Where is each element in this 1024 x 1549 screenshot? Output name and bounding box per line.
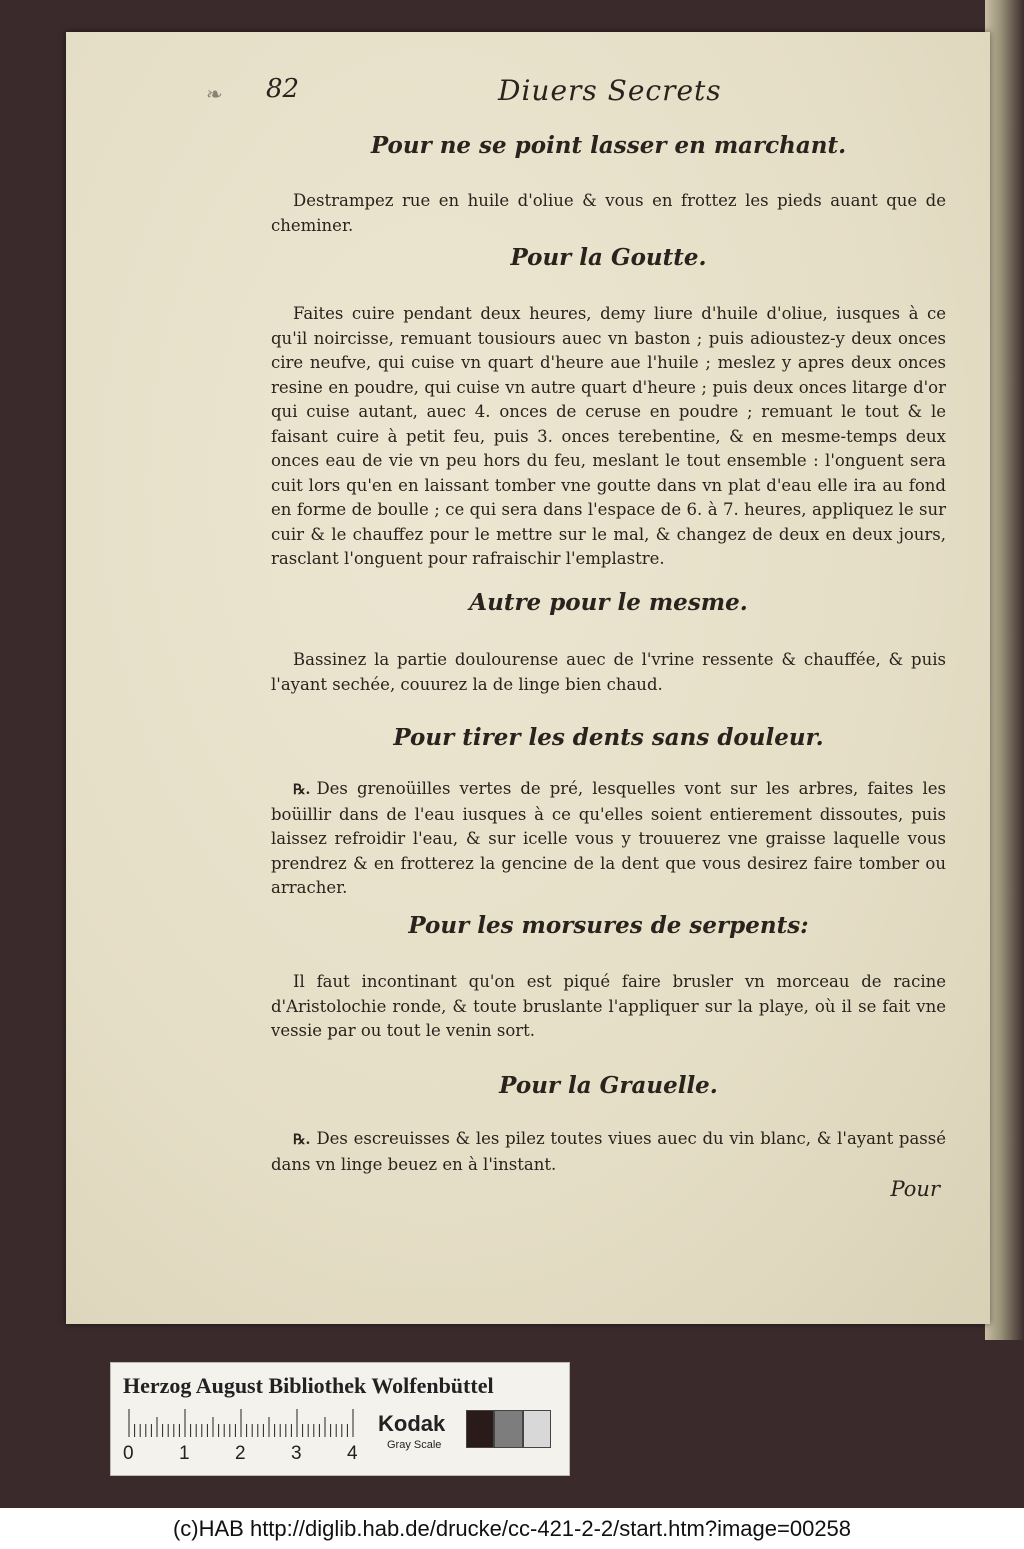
- ruler-label: 0: [123, 1443, 134, 1464]
- recipe-symbol: ℞.: [293, 1132, 311, 1148]
- section-text: Des escreuisses & les pilez toutes viues auec du vin blanc, & l'ayant passé dans vn linge beuez en à l'instant.: [271, 1129, 946, 1174]
- section-heading: Pour la Grauelle.: [499, 1072, 718, 1099]
- section-paragraph: [271, 777, 946, 901]
- kodak-logo: Kodak: [378, 1411, 446, 1436]
- ruler-label: 1: [179, 1443, 190, 1464]
- section-text: Il faut incontinant qu'on est piqué faire brusler vn morceau de racine d'Aristolochie ronde, & toute bruslante l'appliquer sur la playe, où il se fait vne vessie par ou tout le venin sort.: [271, 972, 946, 1040]
- book-page: [66, 32, 990, 1324]
- ruler-labels: [123, 1443, 373, 1467]
- catchword: Pour: [890, 1177, 940, 1201]
- section-heading: Pour tirer les dents sans douleur.: [393, 724, 824, 751]
- recipe-symbol: ℞.: [293, 782, 311, 798]
- citation-footer: (c)HAB http://diglib.hab.de/drucke/cc-421-2-2/start.htm?image=00258: [0, 1508, 1024, 1549]
- page-header: [66, 74, 990, 114]
- ruler-scale: [127, 1407, 357, 1437]
- section-heading: Autre pour le mesme.: [469, 589, 748, 616]
- ruler-label: 2: [235, 1443, 246, 1464]
- gray-scale-label: Gray Scale: [387, 1439, 442, 1451]
- ruler-label: 3: [291, 1443, 302, 1464]
- section-heading: Pour la Goutte.: [510, 244, 707, 271]
- color-target: [110, 1362, 570, 1476]
- section-text: Faites cuire pendant deux heures, demy liure d'huile d'oliue, iusques à ce qu'il noircisse, remuant tousiours auec vn baston ; puis adioustez-y deux onces cire neufve, qui cuise vn quart d'heure aue l'huile ; meslez y apres deux onces resine en poudre, qui cuise vn autre quart d'heure ; puis deux onces litarge d'or qui cuise autant, auec 4. onces de ceruse en poudre ; remuant le tout & le faisant cuire à petit feu, puis 3. onces terebentine, & en mesme-temps deux onces eau de vie vn peu hors du feu, meslant le tout ensemble : l'onguent sera cuit lors qu'en en laissant tomber vne goutte dans vn plat d'eau elle ira au fond en forme de boulle ; ce qui sera dans l'espace de 6. à 7. heures, appliquez le sur cuir & le chauffez pour le mettre sur le mal, & changez de deux en deux jours, rasclant l'onguent pour rafraischir l'emplastre.: [271, 304, 946, 568]
- running-title: Diuers Secrets: [498, 74, 722, 107]
- swatch-dark: [466, 1410, 494, 1448]
- swatch-mid: [494, 1410, 522, 1448]
- section-heading: Pour les morsures de serpents:: [408, 912, 809, 939]
- section-text: Des grenoüilles vertes de pré, lesquelles vont sur les arbres, faites les boüillir dans de l'eau iusques à ce qu'elles soient entierement dissoutes, puis laissez refroidir l'eau, & sur icelle vous y trouuerez vne graisse laquelle vous prendrez & en frotterez la gencine de la dent que vous desirez faire tomber ou arracher.: [271, 779, 946, 897]
- section-text: Destrampez rue en huile d'oliue & vous en frottez les pieds auant que de cheminer.: [271, 191, 946, 235]
- page-number: 82: [266, 74, 300, 104]
- ornament-icon: ❧: [206, 82, 223, 106]
- institution-name: Herzog August Bibliothek Wolfenbüttel: [123, 1373, 494, 1398]
- section-paragraph: [271, 1127, 946, 1177]
- ruler-label: 4: [347, 1443, 358, 1464]
- gray-swatches: [466, 1410, 551, 1448]
- section-text: Bassinez la partie doulourense auec de l'vrine ressente & chauffée, & puis l'ayant sechée, couurez la de linge bien chaud.: [271, 650, 946, 694]
- swatch-light: [523, 1410, 551, 1448]
- background-edge: [985, 0, 1024, 1340]
- section-heading: Pour ne se point lasser en marchant.: [370, 132, 847, 159]
